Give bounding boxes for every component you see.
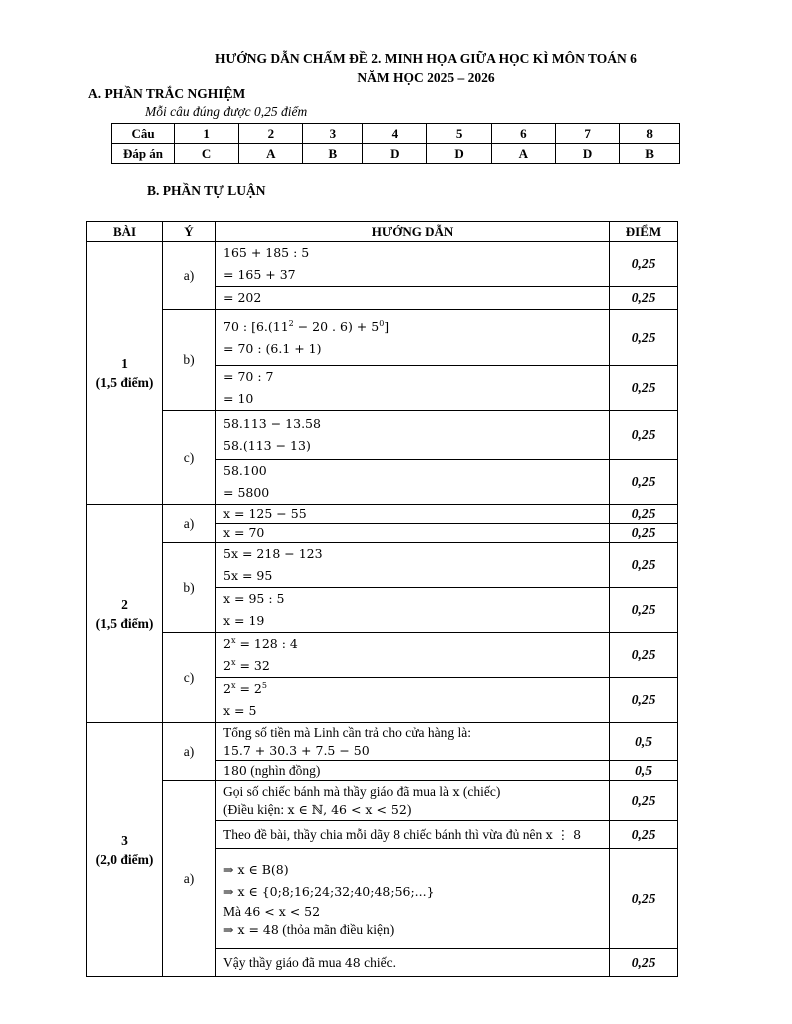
math-line: 70 : [$6.(11^2 - 20$ . $6) + 5^0$] <box>223 318 390 334</box>
math-line: 58.(113 − 13) <box>223 438 311 453</box>
score: 0,25 <box>610 849 678 949</box>
math-line: = 5800 <box>223 485 270 500</box>
score: 0,25 <box>610 460 678 505</box>
math-line: 15.7 + 30.3 + 7.5 − 50 <box>223 742 370 758</box>
answer-value: B <box>620 144 680 164</box>
math-line: x = 19 <box>223 613 265 628</box>
answer-table <box>111 123 680 164</box>
answer-value: A <box>491 144 555 164</box>
math-line: = 202 <box>223 290 262 305</box>
bai-points: (1,5 điểm) <box>95 615 154 631</box>
guide-cell <box>216 242 610 287</box>
score: 0,25 <box>610 588 678 633</box>
guide-cell <box>216 588 610 633</box>
y-label: c) <box>163 633 216 723</box>
bai-number: 2 <box>121 596 128 612</box>
math-line: $2^x = 32$ <box>223 657 270 673</box>
col-diem: ĐIỂM <box>610 222 678 242</box>
table-row <box>87 242 678 287</box>
table-row <box>87 723 678 761</box>
math-line: 165 + 185 : 5 <box>223 245 310 260</box>
table-row <box>87 310 678 366</box>
table-row <box>87 543 678 588</box>
score: 0,25 <box>610 505 678 524</box>
question-number: 8 <box>620 124 680 144</box>
question-number: 2 <box>239 124 303 144</box>
answer-value: D <box>363 144 427 164</box>
text-line: ⇒ x = 48 (thỏa mãn điều kiện) <box>223 921 395 937</box>
score: 0,5 <box>610 723 678 761</box>
math-line: 5x = 95 <box>223 568 273 583</box>
guide-cell <box>216 460 610 505</box>
bai-number: 3 <box>121 832 128 848</box>
question-number: 5 <box>427 124 491 144</box>
guide-cell <box>216 287 610 310</box>
math-line: x = 5 <box>223 703 257 718</box>
section-a-note: Mỗi câu đúng được 0,25 điểm <box>145 104 308 119</box>
guide-cell <box>216 524 610 543</box>
math-line: $2^x = 128$ : 4 <box>223 635 298 651</box>
score: 0,25 <box>610 287 678 310</box>
bai-2-cell <box>87 505 163 723</box>
guide-cell <box>216 678 610 723</box>
answer-value: D <box>555 144 619 164</box>
table-header-row <box>87 222 678 242</box>
math-line: = 70 : 7 <box>223 369 274 384</box>
question-row <box>112 124 680 144</box>
question-number: 4 <box>363 124 427 144</box>
math-line: x = 95 : 5 <box>223 591 285 606</box>
math-line: 58.113 − 13.58 <box>223 416 321 431</box>
y-label: c) <box>163 411 216 505</box>
score: 0,25 <box>610 310 678 366</box>
y-label: a) <box>163 505 216 543</box>
math-line: 5x = 218 − 123 <box>223 546 323 561</box>
col-bai: BÀI <box>87 222 163 242</box>
table-row <box>87 633 678 678</box>
score: 0,25 <box>610 821 678 849</box>
y-label: b) <box>163 310 216 411</box>
question-number: 3 <box>303 124 363 144</box>
table-row <box>87 411 678 460</box>
table-row <box>87 781 678 821</box>
bai-1-cell <box>87 242 163 505</box>
guide-cell <box>216 543 610 588</box>
score: 0,25 <box>610 781 678 821</box>
guide-cell: Vậy thầy giáo đã mua 48 chiếc. <box>216 949 610 977</box>
text-line: Tổng số tiền mà Linh cần trả cho cửa hàng là: <box>223 724 471 740</box>
math-line: $2^x = 2^5$ <box>223 680 267 696</box>
text-line: Mà 46 < x < 52 <box>223 903 321 919</box>
col-y: Ý <box>163 222 216 242</box>
doc-subtitle: NĂM HỌC 2025 – 2026 <box>357 70 495 85</box>
guide-cell <box>216 310 610 366</box>
text-line: (Điều kiện: x ∈ ℕ, 46 < x < 52) <box>223 801 412 817</box>
guide-cell <box>216 633 610 678</box>
table-row <box>87 505 678 524</box>
math-line: x = 125 − 55 <box>223 506 307 521</box>
guide-cell: Theo đề bài, thầy chia mỗi dãy 8 chiếc bánh thì vừa đủ nên x ⋮ 8 <box>216 821 610 849</box>
math-line: = 165 + 37 <box>223 267 296 282</box>
doc-title: HƯỚNG DẪN CHẤM ĐỀ 2. MINH HỌA GIỮA HỌC KÌ MÔN TOÁN 6 <box>215 51 637 66</box>
score: 0,25 <box>610 411 678 460</box>
score: 0,25 <box>610 949 678 977</box>
question-number: 6 <box>491 124 555 144</box>
answer-value: B <box>303 144 363 164</box>
y-label: a) <box>163 781 216 977</box>
score: 0,5 <box>610 761 678 781</box>
question-number: 7 <box>555 124 619 144</box>
score: 0,25 <box>610 543 678 588</box>
answer-value: C <box>175 144 239 164</box>
y-label: b) <box>163 543 216 633</box>
guide-cell <box>216 411 610 460</box>
math-line: x = 70 <box>223 525 265 540</box>
math-line: ⇒ x ∈ B(8) <box>223 861 289 877</box>
question-label: Câu <box>112 124 175 144</box>
y-label: a) <box>163 242 216 310</box>
score: 0,25 <box>610 524 678 543</box>
score: 0,25 <box>610 366 678 411</box>
guide-cell <box>216 366 610 411</box>
math-line: ⇒ x ∈ {0;8;16;24;32;40;48;56;...} <box>223 883 435 899</box>
bai-points: (1,5 điểm) <box>95 375 154 390</box>
bai-3-cell <box>87 723 163 977</box>
score: 0,25 <box>610 633 678 678</box>
col-huong-dan: HƯỚNG DẪN <box>216 222 610 242</box>
answer-value: D <box>427 144 491 164</box>
section-a-heading: A. PHẦN TRẮC NGHIỆM <box>88 86 246 101</box>
grading-table <box>86 221 678 977</box>
bai-number: 1 <box>121 356 128 371</box>
answer-label: Đáp án <box>112 144 175 164</box>
guide-cell <box>216 505 610 524</box>
guide-cell <box>216 781 610 821</box>
section-b-heading: B. PHẦN TỰ LUẬN <box>147 183 266 198</box>
y-label: a) <box>163 723 216 781</box>
guide-cell: 180 (nghìn đồng) <box>216 761 610 781</box>
text-line: Gọi số chiếc bánh mà thầy giáo đã mua là x (chiếc) <box>223 783 501 799</box>
answer-row <box>112 144 680 164</box>
guide-cell <box>216 849 610 949</box>
math-line: = 10 <box>223 391 254 406</box>
answer-value: A <box>239 144 303 164</box>
guide-cell <box>216 723 610 761</box>
question-number: 1 <box>175 124 239 144</box>
bai-points: (2,0 điểm) <box>95 851 154 867</box>
score: 0,25 <box>610 678 678 723</box>
math-line: 58.100 <box>223 463 267 478</box>
math-line: = 70 : (6.1 + 1) <box>223 340 322 356</box>
score: 0,25 <box>610 242 678 287</box>
